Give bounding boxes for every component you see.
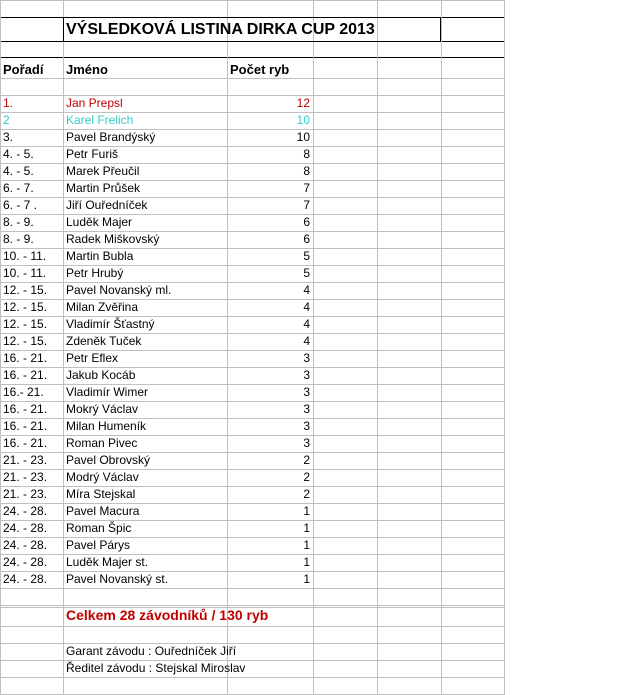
row-rank[interactable]: 8. - 9. [3, 232, 34, 246]
grid-col-line [504, 0, 505, 695]
row-count[interactable]: 12 [296, 96, 310, 110]
row-name[interactable]: Milan Zvěřina [66, 300, 139, 314]
row-rank[interactable]: 24. - 28. [3, 538, 48, 552]
row-count[interactable]: 4 [303, 334, 310, 348]
row-count[interactable]: 1 [303, 521, 310, 535]
row-rank[interactable]: 21. - 23. [3, 453, 48, 467]
row-rank[interactable]: 2 [3, 113, 10, 127]
row-rank[interactable]: 16. - 21. [3, 351, 48, 365]
row-name[interactable]: Petr Hrubý [66, 266, 124, 280]
row-name[interactable]: Mokrý Václav [66, 402, 139, 416]
grid-col-line [313, 0, 314, 695]
row-rank[interactable]: 24. - 28. [3, 572, 48, 586]
row-rank[interactable]: 3. [3, 130, 14, 144]
row-count[interactable]: 3 [303, 419, 310, 433]
row-name[interactable]: Marek Přeučil [66, 164, 140, 178]
row-rank[interactable]: 1. [3, 96, 14, 110]
row-name[interactable]: Vladimír Wimer [66, 385, 149, 399]
row-rank[interactable]: 24. - 28. [3, 555, 48, 569]
row-count[interactable]: 2 [303, 487, 310, 501]
row-name[interactable]: Karel Frelich [66, 113, 134, 127]
row-count[interactable]: 7 [303, 181, 310, 195]
row-name[interactable]: Zdeněk Tuček [66, 334, 142, 348]
row-name[interactable]: Jakub Kocáb [66, 368, 136, 382]
row-name[interactable]: Roman Špic [66, 521, 132, 535]
row-name[interactable]: Pavel Párys [66, 538, 131, 552]
row-rank[interactable]: 10. - 11. [3, 249, 47, 263]
row-count[interactable]: 8 [303, 164, 310, 178]
row-rank[interactable]: 12. - 15. [3, 317, 48, 331]
row-count[interactable]: 3 [303, 402, 310, 416]
row-name[interactable]: Pavel Brandýský [66, 130, 156, 144]
row-count[interactable]: 8 [303, 147, 310, 161]
row-rank[interactable]: 16. - 21. [3, 402, 48, 416]
grid-row-line [0, 588, 505, 589]
row-name[interactable]: Petr Eflex [66, 351, 119, 365]
row-rank[interactable]: 10. - 11. [3, 266, 47, 280]
row-count[interactable]: 5 [303, 266, 310, 280]
header-name[interactable]: Jméno [66, 62, 108, 77]
grid-row-line [0, 605, 505, 606]
grid-col-line [0, 0, 1, 695]
row-count[interactable]: 1 [303, 538, 310, 552]
row-rank[interactable]: 6. - 7. [3, 181, 34, 195]
row-name[interactable]: Vladimír Šťastný [66, 317, 155, 331]
grid-col-line [63, 0, 64, 695]
guarantor-note[interactable]: Garant závodu : Ouředníček Jiří [66, 644, 237, 658]
row-count[interactable]: 1 [303, 572, 310, 586]
row-count[interactable]: 3 [303, 368, 310, 382]
row-count[interactable]: 6 [303, 215, 310, 229]
grid-row-line [0, 78, 505, 79]
row-name[interactable]: Modrý Václav [66, 470, 139, 484]
row-name[interactable]: Radek Miškovský [66, 232, 160, 246]
title-border [63, 17, 440, 18]
row-rank[interactable]: 6. - 7 . [3, 198, 38, 212]
row-rank[interactable]: 4. - 5. [3, 164, 34, 178]
row-count[interactable]: 5 [303, 249, 310, 263]
row-count[interactable]: 1 [303, 555, 310, 569]
row-count[interactable]: 4 [303, 317, 310, 331]
grid-col-line [227, 0, 228, 695]
row-count[interactable]: 1 [303, 504, 310, 518]
row-name[interactable]: Pavel Novanský ml. [66, 283, 172, 297]
row-count[interactable]: 10 [296, 130, 310, 144]
row-rank[interactable]: 21. - 23. [3, 487, 48, 501]
row-count[interactable]: 4 [303, 283, 310, 297]
row-count[interactable]: 4 [303, 300, 310, 314]
grid-row-line [0, 626, 505, 627]
grid-col-line [441, 0, 442, 695]
row-name[interactable]: Martin Bubla [66, 249, 134, 263]
row-count[interactable]: 3 [303, 436, 310, 450]
grid-row-line [0, 57, 505, 58]
row-rank[interactable]: 21. - 23. [3, 470, 48, 484]
row-rank[interactable]: 16. - 21. [3, 419, 48, 433]
row-name[interactable]: Pavel Obrovský [66, 453, 151, 467]
grid-row-line [0, 0, 505, 1]
row-rank[interactable]: 12. - 15. [3, 334, 48, 348]
row-name[interactable]: Milan Humeník [66, 419, 147, 433]
row-name[interactable]: Pavel Macura [66, 504, 140, 518]
director-note[interactable]: Ředitel závodu : Stejskal Miroslav [66, 661, 246, 675]
row-rank[interactable]: 12. - 15. [3, 300, 48, 314]
row-count[interactable]: 6 [303, 232, 310, 246]
row-rank[interactable]: 4. - 5. [3, 147, 34, 161]
row-count[interactable]: 3 [303, 351, 310, 365]
row-name[interactable]: Jan Prepsl [66, 96, 123, 110]
grid-col-line [377, 0, 378, 695]
row-rank[interactable]: 12. - 15. [3, 283, 48, 297]
row-name[interactable]: Petr Furiš [66, 147, 119, 161]
row-count[interactable]: 2 [303, 453, 310, 467]
row-name[interactable]: Míra Stejskal [66, 487, 136, 501]
row-count[interactable]: 7 [303, 198, 310, 212]
row-rank[interactable]: 24. - 28. [3, 521, 48, 535]
row-count[interactable]: 10 [296, 113, 310, 127]
row-name[interactable]: Luděk Majer [66, 215, 133, 229]
row-name[interactable]: Martin Průšek [66, 181, 141, 195]
row-rank[interactable]: 8. - 9. [3, 215, 34, 229]
row-name[interactable]: Pavel Novanský st. [66, 572, 169, 586]
row-rank[interactable]: 24. - 28. [3, 504, 48, 518]
row-rank[interactable]: 16. - 21. [3, 436, 48, 450]
row-name[interactable]: Luděk Majer st. [66, 555, 149, 569]
row-rank[interactable]: 16.- 21. [3, 385, 44, 399]
header-count[interactable]: Počet ryb [230, 62, 290, 77]
row-count[interactable]: 2 [303, 470, 310, 484]
row-rank[interactable]: 16. - 21. [3, 368, 48, 382]
sheet-title[interactable]: VÝSLEDKOVÁ LISTINA DIRKA CUP 2013 [66, 21, 375, 38]
title-border [440, 17, 441, 41]
row-name[interactable]: Jiří Ouředníček [66, 198, 148, 212]
title-border [63, 41, 440, 42]
title-border [63, 17, 64, 41]
row-name[interactable]: Roman Pivec [66, 436, 138, 450]
header-rank[interactable]: Pořadí [3, 62, 44, 77]
grid-row-line [0, 677, 505, 678]
total-summary[interactable]: Celkem 28 závodníků / 130 ryb [66, 607, 269, 623]
row-count[interactable]: 3 [303, 385, 310, 399]
